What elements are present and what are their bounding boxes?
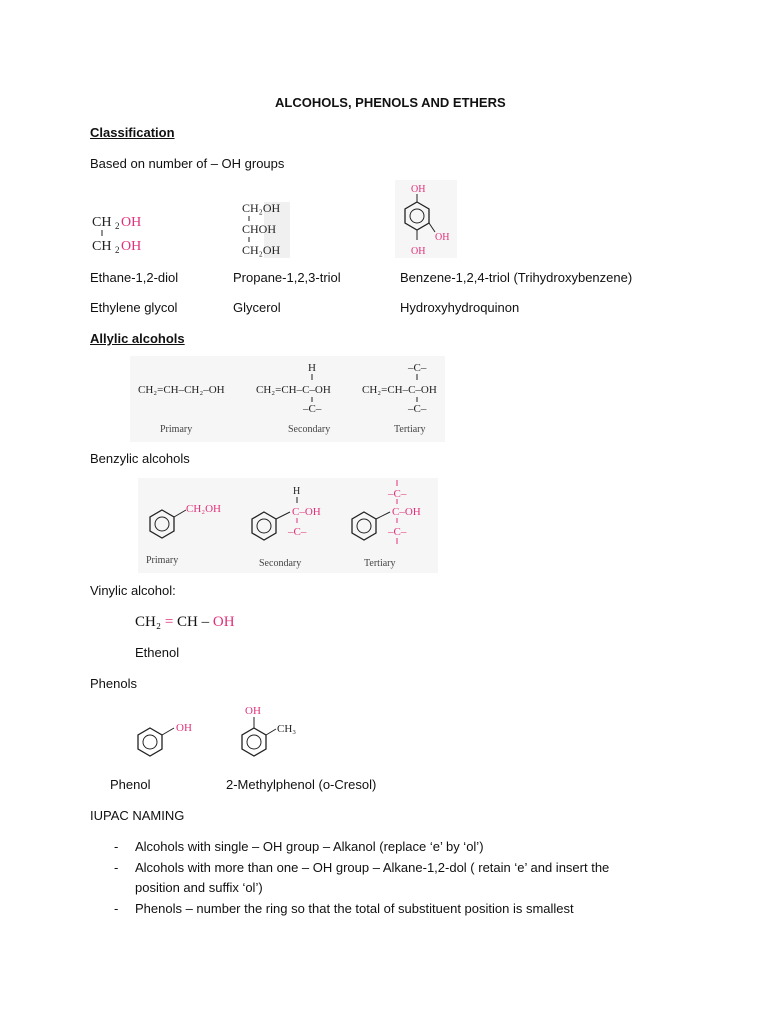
common-ethylene-glycol: Ethylene glycol (90, 300, 178, 315)
svg-text:H: H (293, 486, 301, 497)
vinylic-name: Ethenol (135, 645, 180, 660)
section-heading-classification: Classification (90, 125, 175, 140)
cresol-oh: OH (245, 705, 261, 717)
benzylic-secondary-coh: C–OH (292, 506, 321, 518)
svg-text:OH: OH (121, 239, 142, 254)
allylic-tertiary-caption: Tertiary (394, 424, 426, 435)
svg-text:–C–: –C– (388, 526, 407, 538)
cresol-ch3: CH₃ (277, 723, 297, 735)
name-propanetriol: Propane-1,2,3-triol (233, 270, 341, 285)
section-heading-benzylic: Benzylic alcohols (90, 451, 190, 466)
svg-text:CH₂OH: CH₂OH (242, 201, 281, 215)
svg-text:OH: OH (121, 215, 142, 230)
oh-top: OH (411, 184, 426, 195)
allylic-structures (130, 356, 445, 442)
bullet-text-3: Phenols – number the ring so that the total of substituent position is smallest (135, 901, 574, 916)
phenol-name: Phenol (110, 777, 151, 792)
classification-basis: Based on number of – OH groups (90, 156, 285, 171)
phenol-structures (130, 700, 310, 768)
diol-ch2-top: CH (92, 215, 112, 230)
section-heading-vinylic: Vinylic alcohol: (90, 583, 176, 598)
glycerol-structure (238, 198, 318, 260)
allylic-primary-caption: Primary (160, 424, 193, 435)
allylic-tertiary-formula: CH₂=CH–C–OH (362, 384, 437, 396)
name-ethanediol: Ethane-1,2-diol (90, 270, 179, 285)
allylic-secondary-formula: CH₂=CH–C–OH (256, 384, 331, 396)
cresol-name: 2-Methylphenol (o-Cresol) (226, 777, 377, 792)
common-hydroxyhydroquinon: Hydroxyhydroquinon (400, 300, 520, 315)
bullet-text-2b: position and suffix ‘ol’) (135, 880, 263, 895)
section-heading-allylic: Allylic alcohols (90, 331, 185, 346)
vinylic-formula: CH₂ = CH – OH (135, 614, 235, 630)
allylic-primary-formula: CH₂=CH–CH₂–OH (138, 384, 225, 396)
bullet-dash-2: - (114, 860, 119, 875)
benzylic-primary-ch2oh: CH₂OH (186, 503, 222, 515)
bullet-text-2a: Alcohols with more than one – OH group – Alkane-1,2-dol ( retain ‘e’ and insert the (135, 860, 610, 875)
svg-text:2: 2 (115, 245, 120, 255)
svg-text:–C–: –C– (288, 526, 307, 538)
svg-text:–C–: –C– (303, 403, 322, 415)
bullet-dash-1: - (114, 839, 119, 854)
bullet-dash-3: - (114, 901, 119, 916)
section-heading-iupac: IUPAC NAMING (90, 808, 185, 823)
common-glycerol: Glycerol (233, 300, 281, 315)
svg-text:CH₂OH: CH₂OH (242, 243, 281, 257)
allylic-secondary-caption: Secondary (288, 424, 331, 435)
ethane-diol-structure (88, 208, 158, 258)
oh-right: OH (435, 232, 450, 243)
benzylic-tertiary-coh: C–OH (392, 506, 421, 518)
svg-text:Secondary: Secondary (259, 558, 302, 569)
svg-text:CHOH: CHOH (242, 222, 277, 236)
svg-text:2: 2 (115, 221, 120, 231)
diol-ch2-bottom: CH (92, 239, 112, 254)
svg-text:Tertiary: Tertiary (364, 558, 396, 569)
page-title: ALCOHOLS, PHENOLS AND ETHERS (275, 95, 506, 110)
name-benzenetriol: Benzene-1,2,4-triol (Trihydroxybenzene) (400, 270, 633, 285)
oh-bottom: OH (411, 246, 426, 257)
benzylic-structures (138, 478, 438, 573)
svg-text:–C–: –C– (408, 403, 427, 415)
svg-text:Primary: Primary (146, 555, 179, 566)
phenol-oh: OH (176, 722, 192, 734)
svg-text:–C–: –C– (408, 362, 427, 374)
benzenetriol-structure (395, 180, 465, 260)
svg-text:–C–: –C– (388, 488, 407, 500)
section-heading-phenols: Phenols (90, 676, 137, 691)
svg-text:H: H (308, 362, 316, 374)
bullet-text-1: Alcohols with single – OH group – Alkanol (replace ‘e’ by ‘ol’) (135, 839, 484, 854)
